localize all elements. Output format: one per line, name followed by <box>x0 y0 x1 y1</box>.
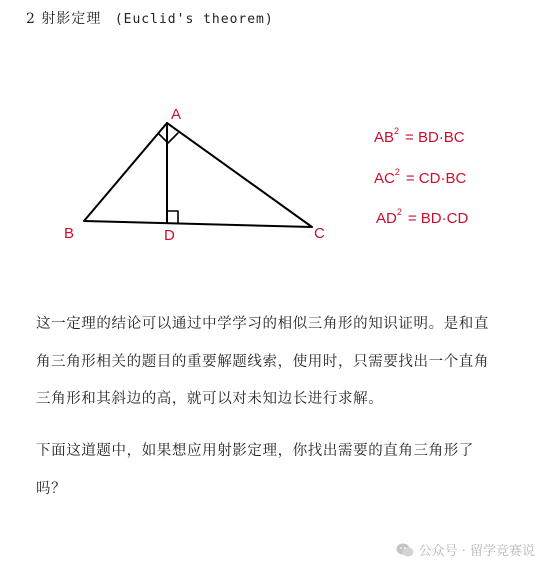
paragraph-line: 吗？ <box>36 480 67 497</box>
vertex-label-a: A <box>171 106 182 123</box>
formula-2: $AC^2 = CD\cdot BC$ <box>374 167 467 187</box>
vertex-label-d: D <box>164 227 175 244</box>
paragraph-line: 这一定理的结论可以通过中学学习的相似三角形的知识证明。是和直 <box>36 316 489 332</box>
watermark-text: 公众号 · 留学竞赛说 <box>418 544 535 559</box>
watermark <box>396 540 535 559</box>
section-number: 2 <box>26 11 36 27</box>
vertex-label-b: B <box>64 225 75 242</box>
paragraph-line: 角三角形相关的题目的重要解题线索，使用时，只需要找出一个直角 <box>36 353 489 370</box>
triangle-outline <box>84 123 312 227</box>
right-angle-mark-d <box>167 211 178 223</box>
formula-3: $AD^2 = BD\cdot CD$ <box>376 207 469 227</box>
vertex-label-c: C <box>314 225 325 242</box>
paragraph-question <box>36 433 516 508</box>
right-angle-mark-a <box>159 133 178 143</box>
paragraph-line: 下面这道题中，如果想应用射影定理，你找出需要的直角三角形了 <box>36 443 474 459</box>
paragraph-explanation <box>36 306 516 419</box>
section-title: 射影定理 <box>41 11 102 27</box>
formula-1: $AB^2 = BD\cdot BC$ <box>374 126 465 146</box>
wechat-icon <box>396 542 414 558</box>
paragraph-line: 三角形和其斜边的高，就可以对未知边长进行求解。 <box>36 391 384 407</box>
section-english-title: (Euclid's theorem) <box>114 12 274 27</box>
